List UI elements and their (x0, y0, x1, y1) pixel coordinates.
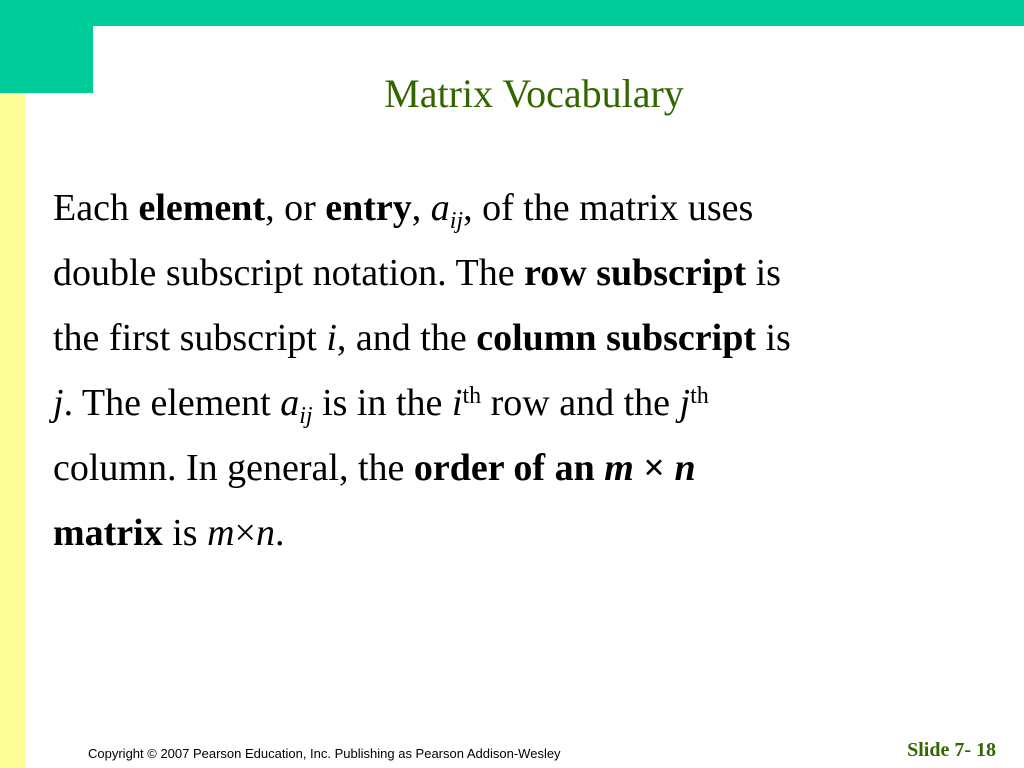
text-segment: double subscript notation. The (53, 252, 525, 294)
text-segment: is (162, 512, 208, 554)
math-subscript: ij (449, 208, 464, 234)
body-line-2 (53, 241, 983, 306)
math-variable: i (451, 382, 463, 424)
slide-body (53, 176, 983, 566)
math-variable: i (326, 317, 337, 359)
body-line-6 (53, 501, 983, 566)
math-operator: × (633, 447, 675, 489)
text-segment: , and the (336, 317, 477, 359)
top-accent-bar (93, 0, 1024, 26)
text-segment: Each (53, 187, 139, 229)
text-segment: . The element (63, 382, 281, 424)
slide-title: Matrix Vocabulary (384, 71, 684, 116)
body-line-3 (53, 306, 983, 371)
math-variable: m (604, 447, 634, 489)
text-segment: the first subscript (53, 317, 327, 359)
math-variable: j (53, 382, 64, 424)
text-segment: is (756, 317, 791, 359)
text-segment: . (274, 512, 285, 554)
term-column-subscript: column subscript (476, 317, 756, 359)
math-operator: × (234, 512, 256, 554)
math-variable: a (280, 382, 300, 424)
text-segment: row and the (481, 382, 680, 424)
text-segment: , (411, 187, 431, 229)
ordinal-superscript: th (462, 383, 482, 409)
ordinal-superscript: th (690, 383, 709, 409)
math-subscript: ij (299, 403, 313, 429)
term-element: element (138, 187, 266, 229)
text-segment: is (746, 252, 781, 294)
slide-number: Slide 7- 18 (907, 739, 996, 761)
body-line-4 (53, 371, 983, 436)
math-variable: m (207, 512, 235, 554)
term-matrix: matrix (53, 512, 163, 554)
footer-copyright: Copyright © 2007 Pearson Education, Inc. Publishing as Pearson Addison-Wesley (88, 746, 561, 761)
text-segment: is in the (312, 382, 452, 424)
body-line-1 (53, 176, 983, 241)
text-segment: , or (265, 187, 326, 229)
body-line-5 (53, 436, 983, 501)
term-entry: entry (325, 187, 412, 229)
term-order: order of an (413, 447, 605, 489)
math-variable: j (679, 382, 691, 424)
text-segment: column. In general, the (53, 447, 414, 489)
text-segment: , of the matrix uses (463, 187, 754, 229)
term-row-subscript: row subscript (524, 252, 747, 294)
math-variable: n (255, 512, 275, 554)
math-variable: n (674, 447, 696, 489)
math-variable: a (430, 187, 450, 229)
